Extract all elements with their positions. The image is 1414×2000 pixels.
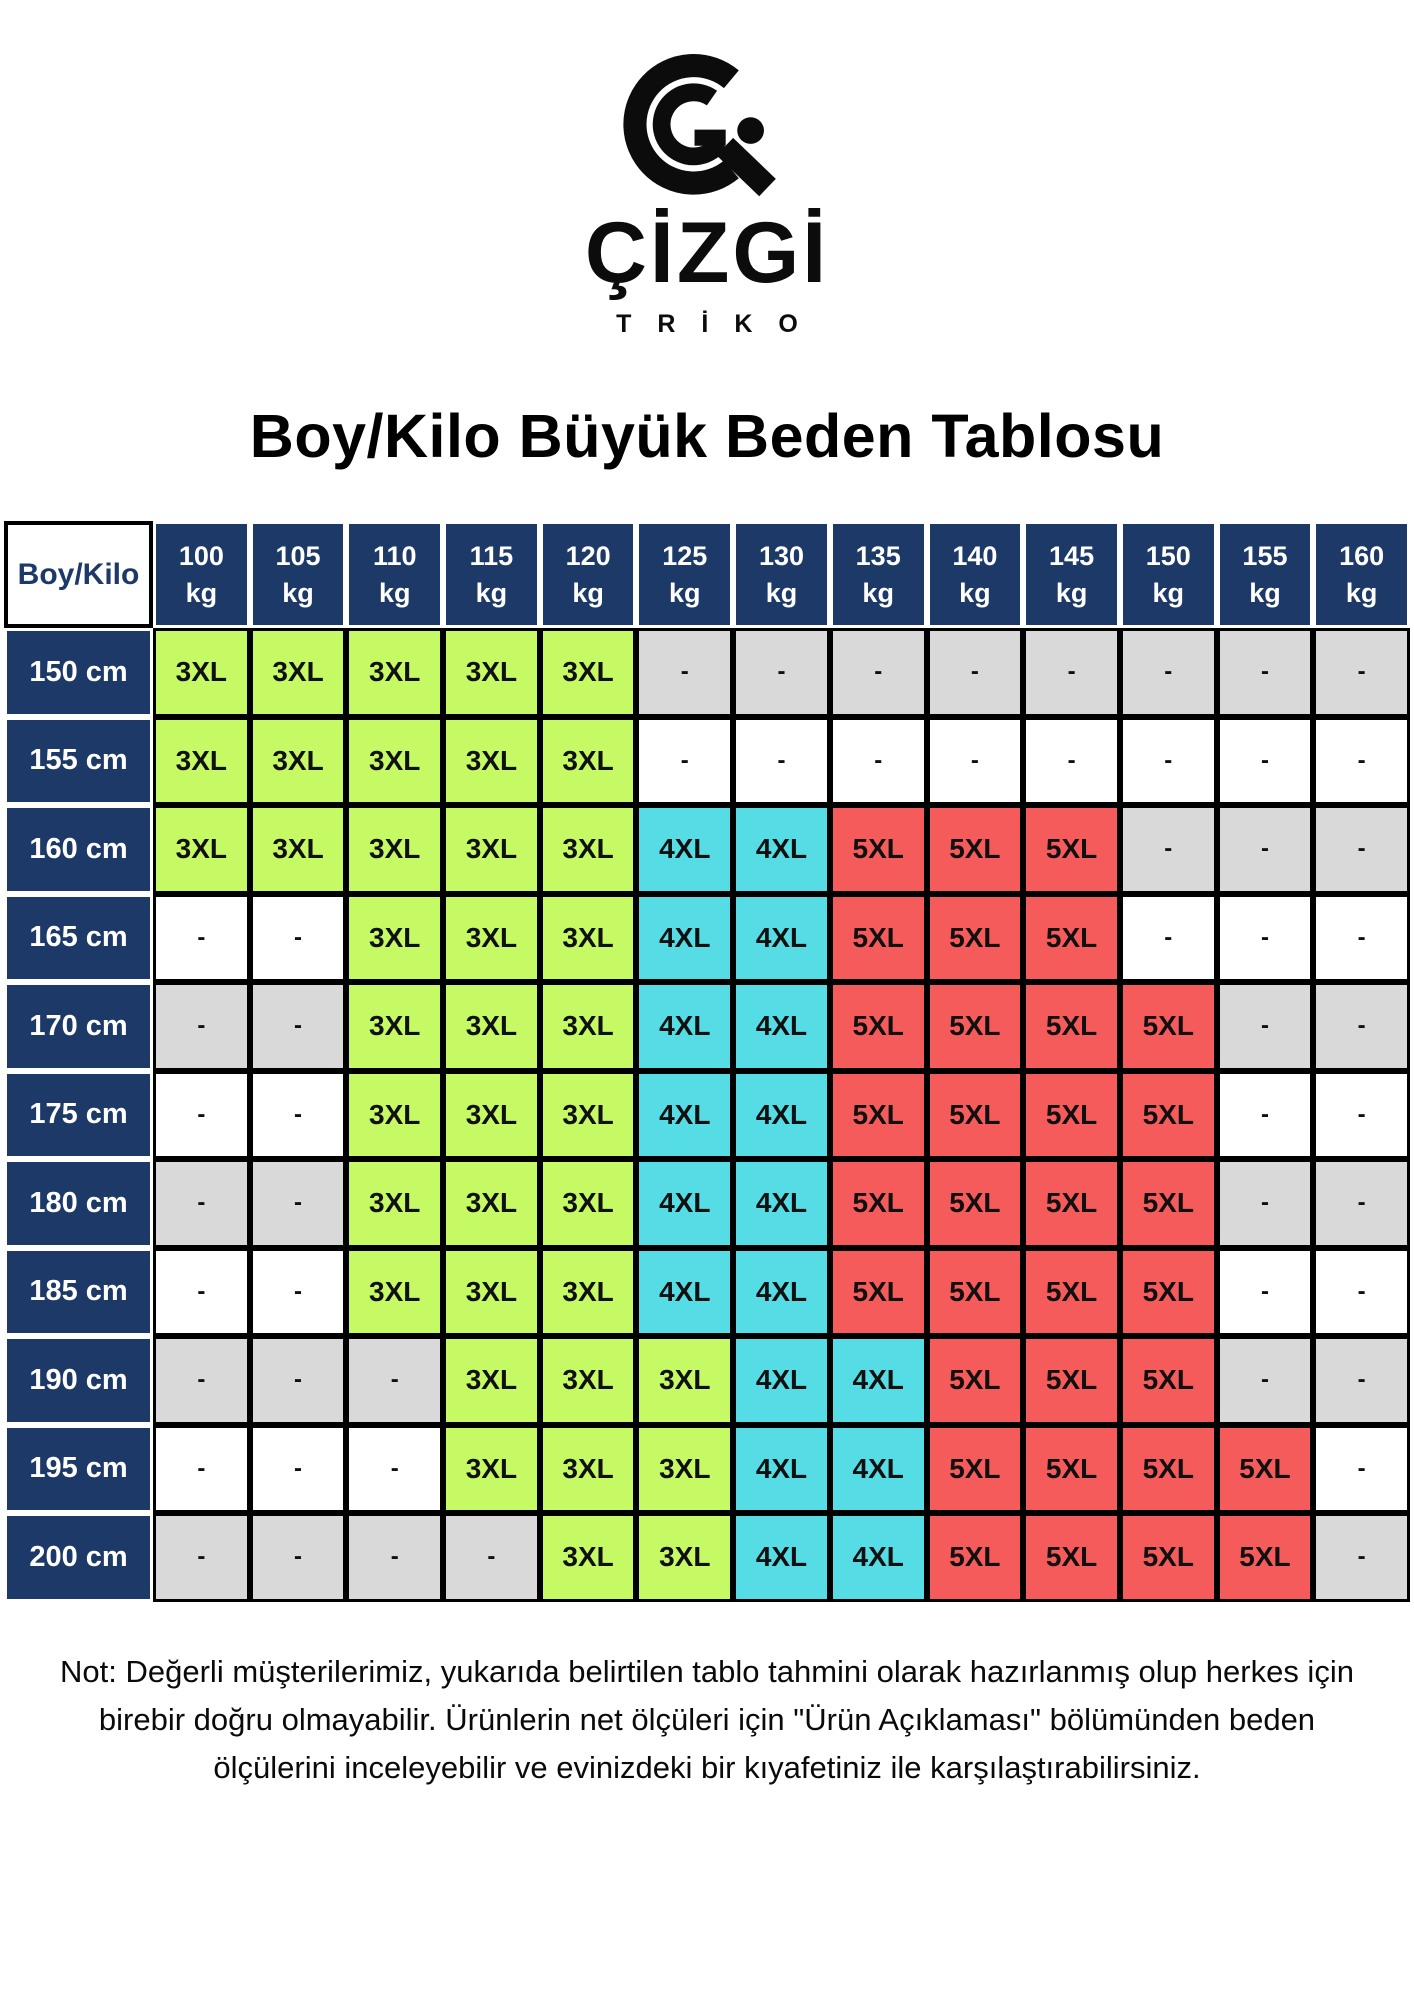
weight-value: 155	[1242, 541, 1288, 572]
weight-value: 100	[178, 541, 224, 572]
height-header-cell: 160 cm	[4, 805, 153, 894]
weight-value: 145	[1049, 541, 1095, 572]
size-value-cell: 3XL	[346, 982, 443, 1071]
size-value-cell: 3XL	[153, 717, 250, 806]
size-value-cell: 3XL	[636, 1425, 733, 1514]
brand-name: ÇİZGİ	[584, 205, 830, 301]
weight-unit: kg	[572, 577, 604, 608]
size-value-cell: 5XL	[1023, 982, 1120, 1071]
size-value-cell: 3XL	[346, 717, 443, 806]
weight-unit: kg	[862, 577, 894, 608]
page-title: Boy/Kilo Büyük Beden Tablosu	[249, 402, 1165, 470]
size-value-cell: -	[1217, 1071, 1314, 1160]
size-value-cell: 5XL	[927, 1248, 1024, 1337]
weight-header-cell	[927, 521, 1024, 628]
size-value-cell: -	[1313, 894, 1410, 983]
size-value-cell: 5XL	[1120, 1425, 1217, 1514]
size-value-cell: 3XL	[443, 1425, 540, 1514]
size-value-cell: 3XL	[540, 1513, 637, 1602]
size-value-cell: -	[927, 628, 1024, 717]
size-value-cell: 3XL	[443, 805, 540, 894]
size-value-cell: 3XL	[153, 805, 250, 894]
weight-header-cell	[250, 521, 347, 628]
height-header-cell: 185 cm	[4, 1248, 153, 1337]
height-header-cell: 170 cm	[4, 982, 153, 1071]
size-value-cell: -	[1217, 982, 1314, 1071]
size-value-cell: -	[250, 894, 347, 983]
size-value-cell: 4XL	[636, 1248, 733, 1337]
size-value-cell: -	[1313, 1159, 1410, 1248]
size-value-cell: -	[153, 894, 250, 983]
weight-header-cell	[733, 521, 830, 628]
size-value-cell: 4XL	[733, 982, 830, 1071]
size-value-cell: -	[1217, 1159, 1314, 1248]
weight-value: 150	[1145, 541, 1191, 572]
size-value-cell: 4XL	[636, 805, 733, 894]
size-value-cell: -	[346, 1513, 443, 1602]
size-value-cell: 3XL	[540, 805, 637, 894]
weight-value: 115	[469, 541, 514, 572]
size-value-cell: 4XL	[830, 1425, 927, 1514]
size-value-cell: 5XL	[830, 894, 927, 983]
size-value-cell: 5XL	[1023, 1336, 1120, 1425]
size-value-cell: -	[1217, 805, 1314, 894]
height-header-cell: 165 cm	[4, 894, 153, 983]
size-value-cell: 3XL	[540, 1248, 637, 1337]
weight-value: 105	[275, 541, 321, 572]
size-value-cell: 3XL	[540, 1071, 637, 1160]
size-value-cell: 5XL	[1023, 1248, 1120, 1337]
weight-header-cell	[1120, 521, 1217, 628]
size-value-cell: -	[1120, 894, 1217, 983]
size-value-cell: 5XL	[830, 805, 927, 894]
height-header-cell: 195 cm	[4, 1425, 153, 1514]
weight-unit: kg	[282, 577, 314, 608]
size-value-cell: 4XL	[733, 894, 830, 983]
size-value-cell: -	[153, 1513, 250, 1602]
size-value-cell: -	[153, 1425, 250, 1514]
size-value-cell: 3XL	[250, 805, 347, 894]
size-value-cell: 5XL	[927, 982, 1024, 1071]
weight-header-cell	[153, 521, 250, 628]
brand-subtitle: TRİKO	[616, 310, 824, 338]
size-value-cell: 5XL	[1120, 1513, 1217, 1602]
corner-header-cell: Boy/Kilo	[4, 521, 153, 628]
size-value-cell: 5XL	[927, 1071, 1024, 1160]
size-value-cell: -	[830, 717, 927, 806]
size-value-cell: 5XL	[1120, 1071, 1217, 1160]
size-value-cell: 3XL	[153, 628, 250, 717]
brand-logo	[0, 0, 1414, 339]
size-value-cell: -	[733, 717, 830, 806]
size-value-cell: 4XL	[733, 1513, 830, 1602]
size-value-cell: 4XL	[830, 1336, 927, 1425]
size-value-cell: 5XL	[1217, 1513, 1314, 1602]
size-value-cell: -	[1313, 805, 1410, 894]
weight-unit: kg	[378, 577, 411, 608]
size-value-cell: 5XL	[1023, 805, 1120, 894]
size-value-cell: 4XL	[636, 894, 733, 983]
weight-header-cell	[1217, 521, 1314, 628]
size-value-cell: -	[250, 982, 347, 1071]
size-value-cell: -	[153, 1071, 250, 1160]
size-value-cell: -	[250, 1336, 347, 1425]
size-value-cell: -	[733, 628, 830, 717]
size-value-cell: -	[1313, 1336, 1410, 1425]
height-header-cell: 150 cm	[4, 628, 153, 717]
size-value-cell: -	[1313, 628, 1410, 717]
size-value-cell: 4XL	[636, 1071, 733, 1160]
size-value-cell: 3XL	[250, 628, 347, 717]
size-value-cell: -	[636, 717, 733, 806]
weight-unit: kg	[1345, 577, 1378, 608]
weight-header-cell	[1023, 521, 1120, 628]
size-value-cell: -	[250, 1071, 347, 1160]
size-value-cell: 3XL	[346, 1071, 443, 1160]
size-value-cell: 5XL	[1023, 1425, 1120, 1514]
size-value-cell: 4XL	[636, 982, 733, 1071]
size-value-cell: -	[1313, 1248, 1410, 1337]
size-value-cell: 5XL	[1120, 1248, 1217, 1337]
size-value-cell: 3XL	[250, 717, 347, 806]
weight-header-cell	[636, 521, 733, 628]
size-value-cell: -	[1120, 805, 1217, 894]
size-value-cell: 5XL	[927, 1336, 1024, 1425]
height-header-cell: 155 cm	[4, 717, 153, 806]
size-table	[4, 521, 1410, 1602]
weight-unit: kg	[959, 577, 991, 608]
size-value-cell: 4XL	[636, 1159, 733, 1248]
size-value-cell: 3XL	[346, 1159, 443, 1248]
size-value-cell: 5XL	[1023, 1159, 1120, 1248]
size-value-cell: 5XL	[1120, 1336, 1217, 1425]
size-value-cell: 3XL	[346, 805, 443, 894]
size-value-cell: 3XL	[540, 1425, 637, 1514]
size-value-cell: 5XL	[1023, 1513, 1120, 1602]
weight-value: 110	[372, 541, 417, 572]
size-value-cell: 3XL	[540, 982, 637, 1071]
size-value-cell: 5XL	[1120, 1159, 1217, 1248]
size-value-cell: 3XL	[540, 1159, 637, 1248]
size-value-cell: -	[830, 628, 927, 717]
size-value-cell: 3XL	[540, 1336, 637, 1425]
weight-header-cell	[830, 521, 927, 628]
size-value-cell: 5XL	[830, 1248, 927, 1337]
size-value-cell: -	[153, 1248, 250, 1337]
size-value-cell: -	[1023, 717, 1120, 806]
size-value-cell: -	[250, 1425, 347, 1514]
size-value-cell: -	[1313, 1425, 1410, 1514]
size-value-cell: -	[1217, 1336, 1314, 1425]
size-value-cell: 4XL	[830, 1513, 927, 1602]
size-value-cell: 3XL	[443, 1159, 540, 1248]
size-value-cell: -	[1023, 628, 1120, 717]
height-header-cell: 175 cm	[4, 1071, 153, 1160]
weight-unit: kg	[1249, 577, 1281, 608]
size-value-cell: -	[1313, 1071, 1410, 1160]
weight-value: 130	[758, 541, 805, 572]
size-value-cell: -	[1217, 628, 1314, 717]
size-value-cell: 3XL	[346, 628, 443, 717]
size-value-cell: -	[346, 1336, 443, 1425]
weight-value: 120	[565, 541, 611, 572]
size-value-cell: 5XL	[830, 982, 927, 1071]
size-table-wrapper	[4, 521, 1410, 1602]
size-value-cell: 5XL	[927, 1159, 1024, 1248]
height-header-cell: 190 cm	[4, 1336, 153, 1425]
weight-unit: kg	[1055, 577, 1088, 608]
size-value-cell: 4XL	[733, 805, 830, 894]
size-value-cell: -	[1217, 717, 1314, 806]
weight-value: 125	[662, 541, 708, 572]
weight-header-cell	[346, 521, 443, 628]
size-value-cell: 5XL	[1023, 894, 1120, 983]
size-value-cell: 5XL	[1120, 982, 1217, 1071]
size-value-cell: 3XL	[443, 717, 540, 806]
size-value-cell: 5XL	[830, 1071, 927, 1160]
size-value-cell: -	[153, 1159, 250, 1248]
size-value-cell: -	[250, 1159, 347, 1248]
size-value-cell: 5XL	[927, 1513, 1024, 1602]
size-value-cell: -	[1120, 628, 1217, 717]
size-value-cell: -	[636, 628, 733, 717]
size-value-cell: 3XL	[443, 894, 540, 983]
size-value-cell: -	[1313, 982, 1410, 1071]
size-value-cell: -	[250, 1248, 347, 1337]
weight-unit: kg	[185, 577, 218, 608]
size-value-cell: 3XL	[346, 894, 443, 983]
weight-value: 135	[855, 541, 901, 572]
size-value-cell: 5XL	[830, 1159, 927, 1248]
size-value-cell: 5XL	[927, 1425, 1024, 1514]
size-value-cell: 3XL	[540, 628, 637, 717]
weight-value: 160	[1339, 541, 1385, 572]
size-value-cell: 3XL	[443, 1248, 540, 1337]
size-value-cell: -	[153, 982, 250, 1071]
size-value-cell: 3XL	[540, 894, 637, 983]
size-value-cell: 4XL	[733, 1248, 830, 1337]
weight-header-cell	[1313, 521, 1410, 628]
size-value-cell: 3XL	[443, 628, 540, 717]
disclaimer-note: Not: Değerli müşterilerimiz, yukarıda belirtilen tablo tahmini olarak hazırlanmış olup herkes için birebir doğru olmayabilir. Ürünlerin net ölçüleri için "Ürün Açıklaması" bölümünden beden ölçülerini inceleyebilir ve evinizdeki bir kıyafetiniz ile karşılaştırabilirsiniz.	[60, 1653, 1354, 1785]
size-value-cell: 3XL	[443, 1336, 540, 1425]
size-value-cell: 3XL	[443, 982, 540, 1071]
size-value-cell: 5XL	[1217, 1425, 1314, 1514]
weight-value: 140	[952, 541, 998, 572]
size-value-cell: 5XL	[927, 805, 1024, 894]
size-value-cell: 4XL	[733, 1336, 830, 1425]
size-value-cell: 5XL	[927, 894, 1024, 983]
size-value-cell: -	[153, 1336, 250, 1425]
size-value-cell: 4XL	[733, 1071, 830, 1160]
size-value-cell: 3XL	[636, 1336, 733, 1425]
height-header-cell: 180 cm	[4, 1159, 153, 1248]
size-value-cell: 3XL	[540, 717, 637, 806]
size-value-cell: -	[346, 1425, 443, 1514]
weight-unit: kg	[765, 577, 798, 608]
size-value-cell: -	[1217, 894, 1314, 983]
weight-header-cell	[540, 521, 637, 628]
size-value-cell: 3XL	[636, 1513, 733, 1602]
weight-unit: kg	[1152, 577, 1185, 608]
size-value-cell: 3XL	[443, 1071, 540, 1160]
size-value-cell: 4XL	[733, 1159, 830, 1248]
size-value-cell: 3XL	[346, 1248, 443, 1337]
weight-header-cell	[443, 521, 540, 628]
height-header-cell: 200 cm	[4, 1513, 153, 1602]
size-value-cell: -	[250, 1513, 347, 1602]
size-value-cell: -	[1217, 1248, 1314, 1337]
size-value-cell: -	[1120, 717, 1217, 806]
size-value-cell: -	[927, 717, 1024, 806]
size-value-cell: -	[1313, 717, 1410, 806]
cizgi-monogram-icon	[618, 48, 796, 206]
size-value-cell: 4XL	[733, 1425, 830, 1514]
weight-unit: kg	[669, 577, 701, 608]
size-value-cell: -	[443, 1513, 540, 1602]
size-value-cell: 5XL	[1023, 1071, 1120, 1160]
weight-unit: kg	[475, 577, 508, 608]
size-value-cell: -	[1313, 1513, 1410, 1602]
